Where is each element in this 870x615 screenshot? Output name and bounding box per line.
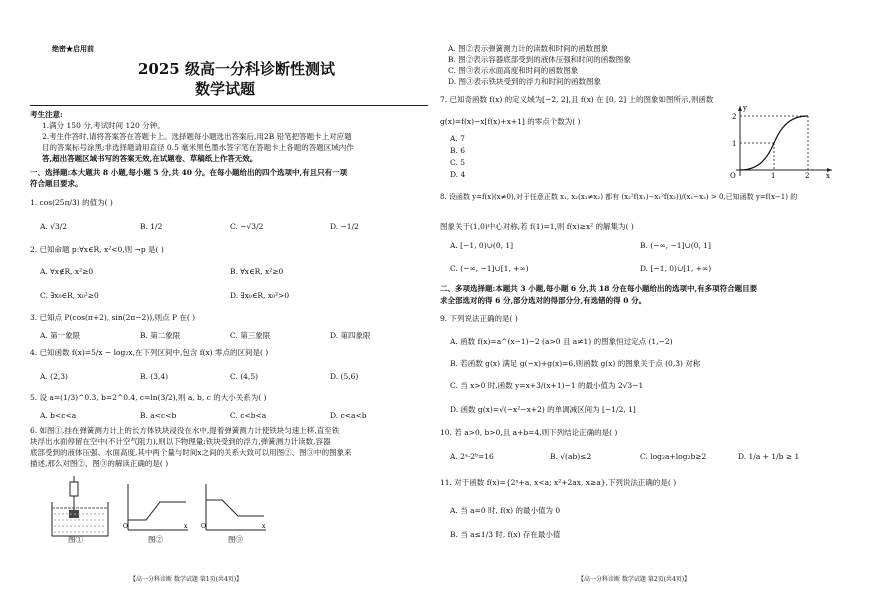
left-page (30, 0, 428, 615)
q7-function-graph (726, 102, 838, 180)
question-7-stem: 7. 已知奇函数 f(x) 的定义域为[−2, 2],且 f(x) 在 [0, 2] 上的图象如图所示,则函数 (440, 95, 714, 104)
footer-right: 【高一分科诊断 数学试题 第2页(共4页)】 (578, 576, 691, 583)
right-page (440, 0, 850, 615)
q1-option-a: A. √3/2 (40, 222, 68, 231)
q6-option-c: C. 图③表示水面高度和时间的函数图象 (448, 66, 579, 75)
q4-option-a: A. (2,3) (40, 372, 68, 381)
question-2-stem: 2. 已知命题 p:∀x∈R, x²<0,则 ¬p 是( ) (30, 245, 164, 254)
question-6-line: 6. 如图①,挂在弹簧测力计上的长方体铁块浸没在水中,提着弹簧测力计使铁块匀速上移,直至铁 (30, 426, 340, 435)
q7-option-b: B. 6 (450, 146, 466, 155)
notice-item: 目的答案标号涂黑;非选择题请用直径 0.5 毫米黑色墨水签字笔在答题卡上各题的答题区域内作 (42, 143, 354, 152)
graph-x-axis-label: x (826, 172, 830, 180)
q4-option-b: B. (3,4) (140, 372, 169, 381)
notice-heading: 考生注意: (30, 110, 63, 119)
question-7-stem-cont: g(x)=f(x)−x[f(x)+x+1] 的零点个数为( ) (440, 117, 581, 126)
q9-option-d: D. 函数 g(x)=√(−x²−x+2) 的单调减区间为 [−1/2, 1] (450, 405, 636, 414)
q3-option-a: A. 第一象限 (40, 331, 81, 340)
question-11-stem: 11. 对于函数 f(x)={2ˣ+a, x<a; x²+2ax, x≥a},下列说法正确的是( ) (440, 478, 677, 487)
graph-y-axis-label: y (743, 104, 747, 112)
figure-1-label: 图① (68, 535, 83, 544)
q6-option-a: A. 图②表示弹簧测力计的读数和时间的函数图象 (448, 44, 609, 53)
title-divider (30, 105, 428, 106)
question-8-stem-cont: 图象关于(1,0)中心对称,若 f(1)=1,则 f(x)≥x² 的解集为( ) (440, 222, 634, 231)
q7-option-a: A. 7 (450, 134, 465, 143)
q2-option-d: D. ∃x₀∈R, x₀²>0 (230, 291, 290, 300)
q5-option-a: A. b<c<a (40, 411, 77, 420)
notice-item: 2.考生作答时,请将答案答在答题卡上。选择题每小题选出答案后,用2B 铅笔把答题卡上对应题 (42, 132, 352, 141)
graph-x-tick-1: 1 (771, 172, 776, 180)
q7-option-d: D. 4 (450, 170, 466, 179)
figure-2-label: 图② (148, 535, 163, 544)
svg-text:O: O (201, 523, 206, 530)
graph-origin-label: O (730, 172, 736, 180)
q8-option-d: D. [−1, 0)∪[1, +∞) (640, 264, 712, 273)
figure-2-graph (122, 480, 192, 535)
q10-option-c: C. log₂a+log₂b≥2 (640, 452, 707, 461)
notice-item: 1.满分 150 分,考试时间 120 分钟。 (42, 121, 165, 130)
question-5-stem: 5. 设 a=(1/3)^0.3, b=2^0.4, c=ln(3/2),则 a, b, c 的大小关系为( ) (30, 393, 267, 402)
q5-option-c: C. c<b<a (230, 411, 267, 420)
graph-x-tick-2: 2 (805, 172, 810, 180)
q10-option-b: B. √(ab)≤2 (550, 452, 592, 461)
figure-3-label: 图③ (228, 535, 243, 544)
question-10-stem: 10. 若 a>0, b>0,且 a+b=4,则下列结论正确的是( ) (440, 428, 618, 437)
q3-option-b: B. 第二象限 (140, 331, 181, 340)
question-1-stem: 1. cos(25π/3) 的值为( ) (30, 198, 113, 207)
q5-option-b: B. a<c<b (140, 411, 177, 420)
q1-option-d: D. −1/2 (330, 222, 359, 231)
question-6-line: 描述,那么对图②、图③的解读正确的是( ) (30, 459, 169, 468)
section1-heading-cont: 符合题目要求。 (30, 179, 83, 188)
page-subtitle: 数学试题 (195, 80, 256, 98)
q8-option-a: A. [−1, 0)∪(0, 1] (450, 241, 514, 250)
question-3-stem: 3. 已知点 P(cos(π+2), sin(2π−2)),则点 P 在( ) (30, 313, 196, 322)
page-title: 2025 级高一分科诊断性测试 (138, 60, 335, 78)
q1-option-c: C. −√3/2 (230, 222, 264, 231)
section2-heading: 二、多项选择题:本题共 3 小题,每小题 6 分,共 18 分在每小题给出的选项中,有多项符合题目要 (440, 284, 758, 293)
q2-option-c: C. ∃x₀∈R, x₀²≥0 (40, 291, 99, 300)
svg-text:x: x (262, 523, 266, 530)
graph-y-tick-1: 1 (732, 140, 737, 148)
q6-option-d: D. 图③表示铁块受到的浮力和时间的函数图象 (448, 77, 602, 86)
question-8-stem: 8. 设函数 y=f(x)(x≠0),对于任意正数 x₁, x₂(x₁≠x₂) 都有 (x₂²f(x₁)−x₁²f(x₂))/(x₁−x₂) > 0,已知函数 y=f(x−1) 的 (440, 193, 798, 201)
footer-left: 【高一分科诊断 数学试题 第1页(共4页)】 (130, 576, 243, 583)
q1-option-b: B. 1/2 (140, 222, 163, 231)
q9-option-b: B. 若函数 g(x) 满足 g(−x)+g(x)=6,则函数 g(x) 的图象关于点 (0,3) 对称 (450, 359, 701, 368)
secret-tag: 绝密★启用前 (52, 44, 94, 53)
q6-option-b: B. 图②表示容器底部受到的液体压强和时间的函数图象 (448, 55, 631, 64)
q7-option-c: C. 5 (450, 158, 466, 167)
q8-option-b: B. (−∞, −1]∪(0, 1] (640, 241, 711, 250)
q11-option-b: B. 当 a≤1/3 时, f(x) 存在最小值 (450, 530, 561, 539)
q10-option-a: A. 2ᵃ·2ᵇ=16 (450, 452, 494, 461)
figure-3-graph (200, 480, 270, 535)
question-6-line: 块浮出水面停留在空中(不计空气阻力),则以下物理量:铁块受到的浮力,弹簧测力计读数,容器 (30, 437, 331, 446)
q9-option-a: A. 函数 f(x)=a^(x−1)−2 (a>0 且 a≠1) 的图象恒过定点 (1,−2) (450, 337, 673, 346)
q4-option-d: D. (5,6) (330, 372, 359, 381)
notice-item: 答,超出答题区域书写的答案无效,在试题卷、草稿纸上作答无效。 (42, 154, 258, 163)
svg-text:x: x (184, 523, 188, 530)
question-4-stem: 4. 已知函数 f(x)=5/x − log₂x,在下列区间中,包含 f(x) 零点的区间是( ) (30, 348, 269, 357)
q11-option-a: A. 当 a=0 时, f(x) 的最小值为 0 (450, 506, 561, 515)
q2-option-b: B. ∀x∈R, x²≥0 (230, 267, 284, 276)
svg-text:O: O (123, 523, 128, 530)
graph-y-tick-2: 2 (732, 113, 737, 121)
q3-option-c: C. 第三象限 (230, 331, 271, 340)
section1-heading: 一、选择题:本大题共 8 小题,每小题 5 分,共 40 分。在每小题给出的四个选项中,有且只有一项 (30, 168, 348, 177)
q3-option-d: D. 第四象限 (330, 331, 371, 340)
q10-option-d: D. 1/a + 1/b ≥ 1 (738, 452, 800, 461)
q2-option-a: A. ∀x∉R, x²≥0 (40, 267, 94, 276)
question-6-line: 底部受到的液体压强、水面高度,其中两个量与时间x之间的关系大致可以用图②、图③中的图象来 (30, 448, 352, 457)
section2-heading-cont: 求全部选对的得 6 分,部分选对的得部分分,有选错的得 0 分。 (440, 296, 647, 305)
q9-option-c: C. 当 x>0 时,函数 y=x+3/(x+1)−1 的最小值为 2√3−1 (450, 381, 644, 390)
q4-option-c: C. (4,5) (230, 372, 259, 381)
question-9-stem: 9. 下列说法正确的是( ) (440, 314, 518, 323)
q8-option-c: C. (−∞, −1]∪[1, +∞) (450, 264, 529, 273)
q5-option-d: D. c<a<b (330, 411, 367, 420)
